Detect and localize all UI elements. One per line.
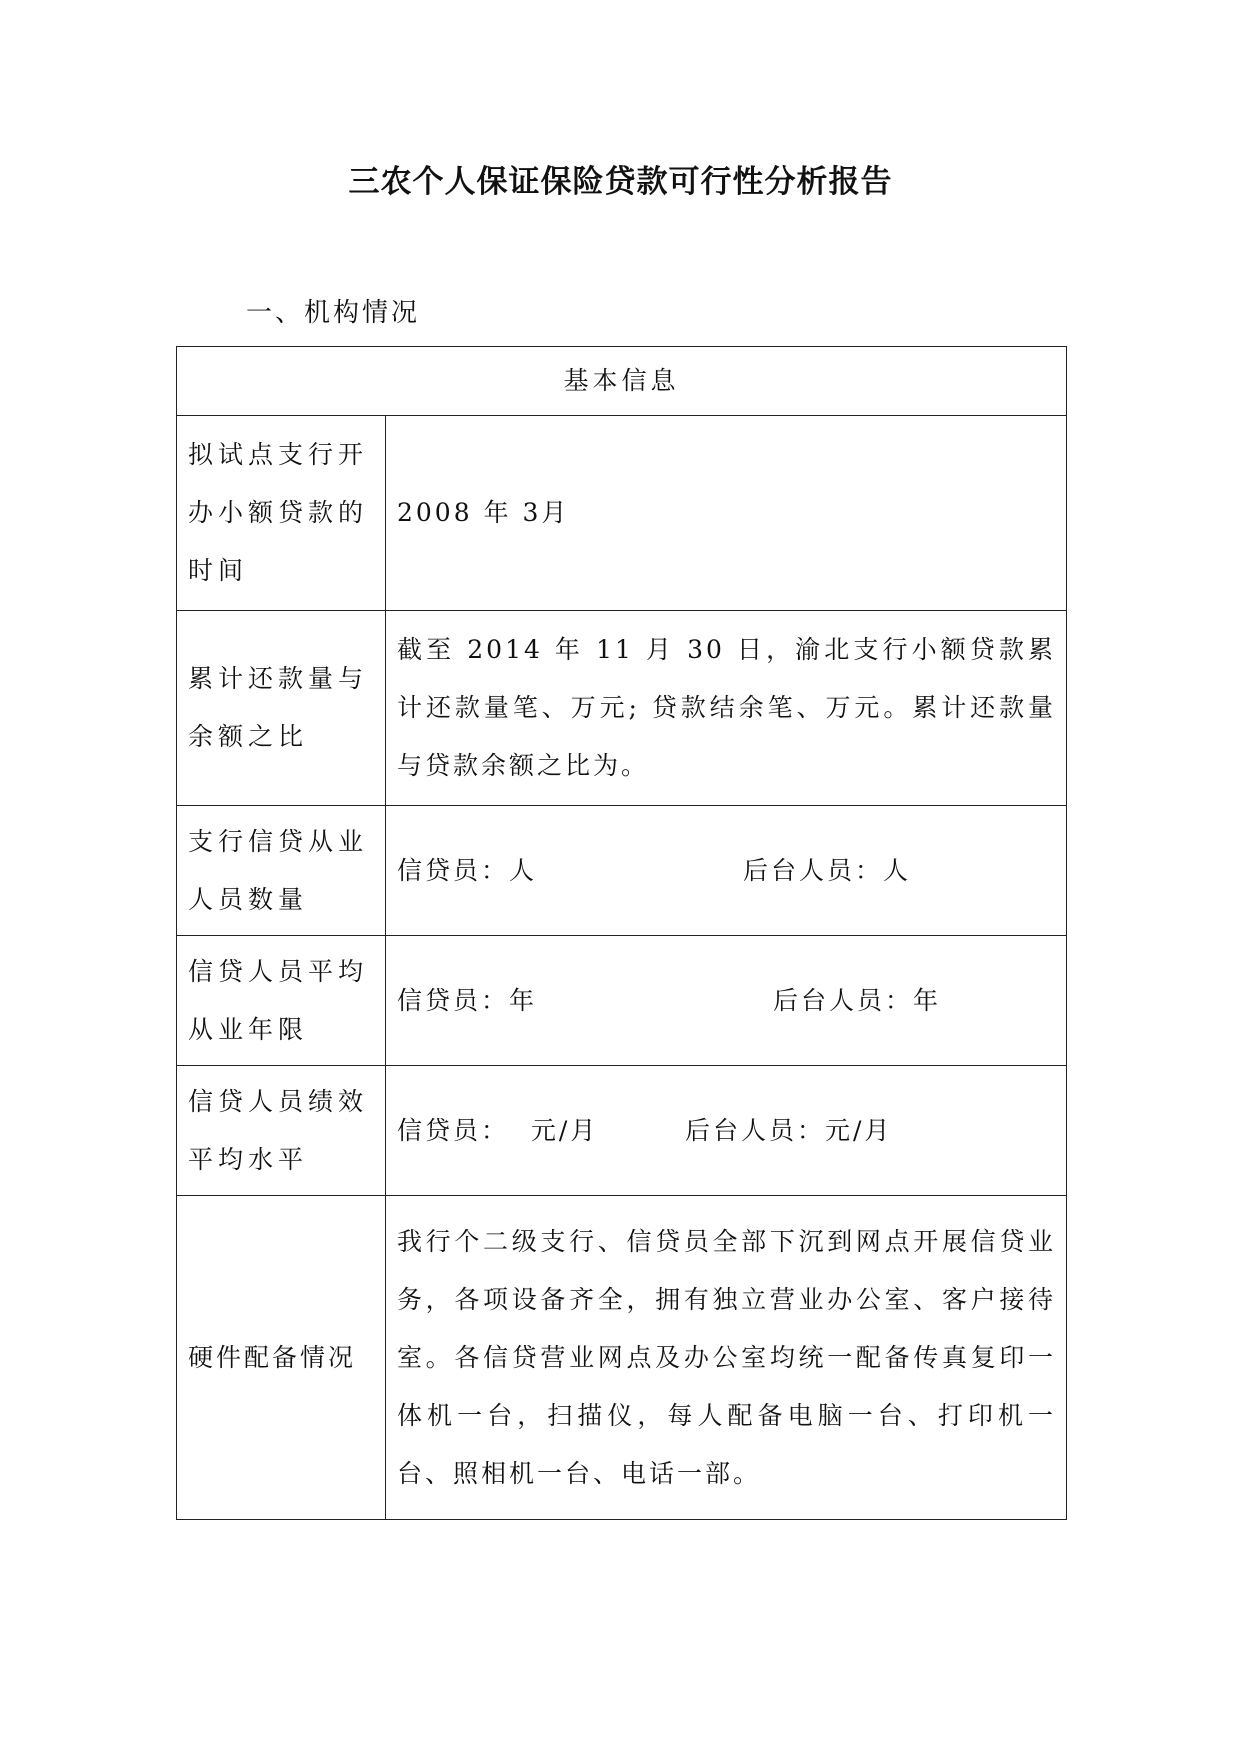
row-label-hardware: 硬件配备情况 xyxy=(177,1196,386,1520)
table-row xyxy=(177,1066,1067,1196)
table-header: 基本信息 xyxy=(177,347,1067,416)
row-value-staff-count xyxy=(386,806,1067,936)
page-title: 三农个人保证保险贷款可行性分析报告 xyxy=(348,164,893,200)
table-header-row xyxy=(177,347,1067,416)
row-value-hardware: 我行个二级支行、信贷员全部下沉到网点开展信贷业务，各项设备齐全，拥有独立营业办公室、客户接待室。各信贷营业网点及办公室均统一配备传真复印一体机一台，扫描仪，每人配备电脑一台、打印机一台、照相机一台、电话一部。 xyxy=(386,1196,1067,1520)
table-row xyxy=(177,806,1067,936)
section-heading: 一、机构情况 xyxy=(246,298,421,328)
loan-officer-pay: 信贷员： 元/月 xyxy=(397,1115,599,1145)
basic-info-table xyxy=(176,346,1067,1520)
back-office-pay: 后台人员：元/月 xyxy=(685,1115,893,1145)
loan-officer-count: 信贷员：人 xyxy=(397,855,538,885)
row-value-avg-performance xyxy=(386,1066,1067,1196)
row-value-avg-experience xyxy=(386,936,1067,1066)
table-row xyxy=(177,416,1067,611)
row-label-start-time: 拟试点支行开办小额贷款的时间 xyxy=(177,416,386,611)
row-value-start-time: 2008 年 3月 xyxy=(386,416,1067,611)
table-row xyxy=(177,936,1067,1066)
row-label-avg-performance: 信贷人员绩效平均水平 xyxy=(177,1066,386,1196)
row-label-staff-count: 支行信贷从业人员数量 xyxy=(177,806,386,936)
loan-officer-years: 信贷员：年 xyxy=(397,985,538,1015)
table-row xyxy=(177,1196,1067,1520)
row-label-repayment-ratio: 累计还款量与余额之比 xyxy=(177,611,386,806)
back-office-count: 后台人员：人 xyxy=(743,855,912,885)
table-row xyxy=(177,611,1067,806)
back-office-years: 后台人员：年 xyxy=(773,985,942,1015)
row-label-avg-experience: 信贷人员平均从业年限 xyxy=(177,936,386,1066)
row-value-repayment-ratio: 截至 2014 年 11 月 30 日，渝北支行小额贷款累计还款量笔、万元; 贷款结余笔、万元。累计还款量与贷款余额之比为。 xyxy=(386,611,1067,806)
